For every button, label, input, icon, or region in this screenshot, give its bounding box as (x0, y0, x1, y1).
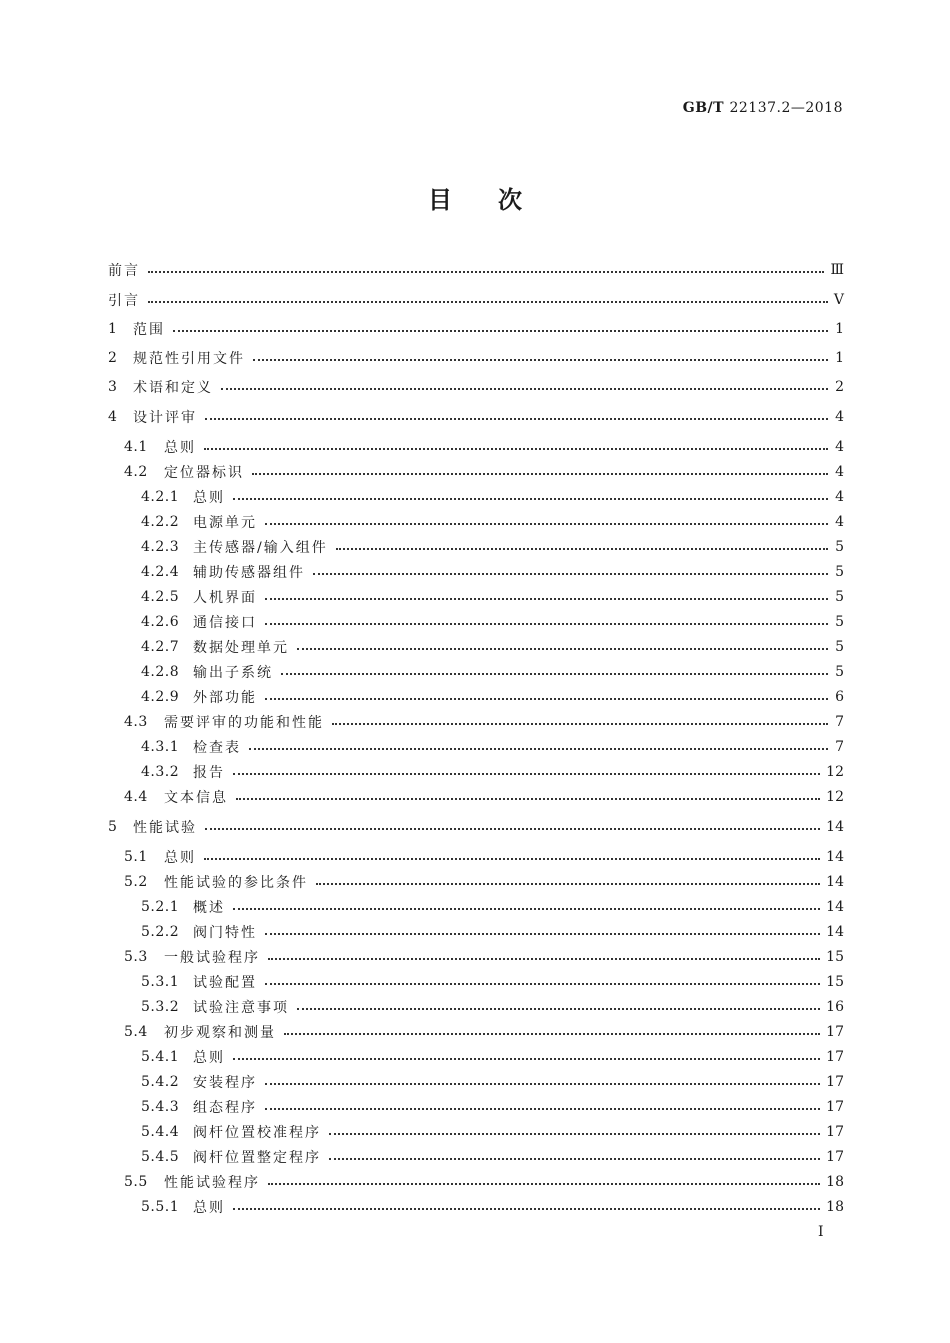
toc-entry[interactable] (108, 1095, 844, 1119)
toc-entry-number: 5.4.5 (141, 1149, 180, 1165)
toc-entry-label: 总则 (193, 490, 225, 506)
toc-entry-number: 4.2.8 (141, 664, 180, 680)
toc-entry[interactable] (108, 870, 844, 894)
dot-leader (265, 1083, 820, 1085)
toc-entry-number: 5.4.3 (141, 1099, 180, 1115)
dot-leader (233, 1208, 820, 1210)
toc-entry-number: 4.4 (124, 789, 148, 805)
toc-entry-number: 5.1 (124, 849, 148, 865)
toc-entry-page: 15 (826, 974, 844, 990)
toc-entry-label: 人机界面 (193, 590, 257, 606)
toc-entry-label: 性能试验程序 (164, 1175, 260, 1191)
toc-entry-page: 5 (835, 614, 844, 630)
dot-leader (265, 623, 828, 625)
toc-entry[interactable] (108, 288, 844, 312)
dot-leader (265, 698, 828, 700)
toc-entry-label: 试验配置 (193, 975, 257, 991)
title-char-2: 次 (498, 185, 522, 214)
toc-entry-number: 2 (108, 350, 118, 366)
toc-entry-page: 14 (826, 874, 844, 890)
toc-entry-label: 性能试验的参比条件 (164, 875, 308, 891)
toc-entry-label: 需要评审的功能和性能 (164, 715, 324, 731)
toc-entry-page: 12 (826, 764, 844, 780)
dot-leader (233, 773, 820, 775)
toc-entry-label: 术语和定义 (133, 380, 213, 396)
toc-entry-number: 4.2.3 (141, 539, 180, 555)
toc-entry[interactable] (108, 1195, 844, 1219)
toc-entry-label: 检查表 (193, 740, 241, 756)
toc-entry-label: 前言 (108, 263, 140, 279)
toc-entry-label: 规范性引用文件 (133, 351, 245, 367)
toc-entry-page: 15 (826, 949, 844, 965)
toc-entry-number: 4.1 (124, 439, 148, 455)
toc-entry-number: 4 (108, 409, 118, 425)
toc-entry-page: 14 (826, 849, 844, 865)
toc-entry-number: 5.2 (124, 874, 148, 890)
toc-entry-number: 5.4.4 (141, 1124, 180, 1140)
toc-entry-label: 一般试验程序 (164, 950, 260, 966)
toc-entry[interactable] (108, 510, 844, 534)
dot-leader (268, 958, 820, 960)
toc-entry-label: 阀杆位置校准程序 (193, 1125, 321, 1141)
standard-code (683, 100, 843, 116)
toc-entry[interactable] (108, 660, 844, 684)
toc-entry-page: 6 (835, 689, 844, 705)
toc-entry[interactable] (108, 258, 844, 282)
toc-entry-label: 总则 (193, 1050, 225, 1066)
dot-leader (252, 473, 828, 475)
toc-entry[interactable] (108, 895, 844, 919)
toc-entry[interactable] (108, 760, 844, 784)
toc-entry[interactable] (108, 1120, 844, 1144)
toc-entry-page: 4 (835, 514, 844, 530)
toc-entry-number: 5.4.1 (141, 1049, 180, 1065)
toc-entry-number: 1 (108, 321, 118, 337)
toc-entry[interactable] (108, 1145, 844, 1169)
toc-entry-page: 17 (826, 1024, 844, 1040)
toc-entry-number: 3 (108, 379, 118, 395)
toc-entry[interactable] (108, 610, 844, 634)
dot-leader (265, 1108, 820, 1110)
toc-entry-label: 报告 (193, 765, 225, 781)
toc-entry-page: 5 (835, 564, 844, 580)
dot-leader (284, 1033, 820, 1035)
toc-entry-number: 5.2.1 (141, 899, 180, 915)
toc-entry-page: 5 (835, 639, 844, 655)
toc-entry-number: 5.5 (124, 1174, 148, 1190)
toc-entry[interactable] (108, 995, 844, 1019)
toc-entry-page: 4 (835, 489, 844, 505)
toc-entry-number: 5.4 (124, 1024, 148, 1040)
toc-entry[interactable] (108, 375, 844, 399)
dot-leader (205, 418, 828, 420)
toc-entry[interactable] (108, 1170, 844, 1194)
toc-entry-number: 5.5.1 (141, 1199, 180, 1215)
toc-entry-page: 7 (835, 739, 844, 755)
toc-entry[interactable] (108, 735, 844, 759)
toc-entry-number: 5.4.2 (141, 1074, 180, 1090)
toc-entry[interactable] (108, 1045, 844, 1069)
toc-entry[interactable] (108, 1020, 844, 1044)
toc-entry-label: 输出子系统 (193, 665, 273, 681)
toc-entry-number: 4.3 (124, 714, 148, 730)
toc-entry[interactable] (108, 435, 844, 459)
toc-entry-label: 范围 (133, 322, 165, 338)
toc-entry[interactable] (108, 920, 844, 944)
toc-entry-page: 14 (826, 899, 844, 915)
toc-entry-label: 组态程序 (193, 1100, 257, 1116)
toc-entry-page: 14 (826, 924, 844, 940)
dot-leader (249, 748, 828, 750)
toc-entry-label: 安装程序 (193, 1075, 257, 1091)
toc-entry-number: 4.2.7 (141, 639, 180, 655)
toc-entry[interactable] (108, 635, 844, 659)
toc-entry[interactable] (108, 945, 844, 969)
dot-leader (297, 1008, 820, 1010)
toc-entry[interactable] (108, 460, 844, 484)
dot-leader (233, 908, 820, 910)
title-char-1: 目 (428, 185, 452, 214)
dot-leader (205, 828, 820, 830)
toc-entry-label: 外部功能 (193, 690, 257, 706)
dot-leader (316, 883, 820, 885)
toc-entry[interactable] (108, 685, 844, 709)
toc-entry-page: 12 (826, 789, 844, 805)
dot-leader (265, 598, 828, 600)
toc-entry-page: 4 (835, 464, 844, 480)
toc-entry-page: 1 (835, 321, 844, 337)
toc-entry-label: 初步观察和测量 (164, 1025, 276, 1041)
dot-leader (265, 983, 820, 985)
toc-entry-page: 2 (835, 379, 844, 395)
toc-entry-label: 性能试验 (133, 820, 197, 836)
toc-entry-page: 18 (826, 1174, 844, 1190)
dot-leader (236, 798, 820, 800)
dot-leader (233, 1058, 820, 1060)
toc-entry[interactable] (108, 485, 844, 509)
toc-entry-page: 5 (835, 664, 844, 680)
toc-entry[interactable] (108, 317, 844, 341)
toc-entry-label: 设计评审 (133, 410, 197, 426)
toc-entry-label: 总则 (164, 440, 196, 456)
toc-entry[interactable] (108, 585, 844, 609)
toc-entry-label: 概述 (193, 900, 225, 916)
toc-entry-label: 总则 (193, 1200, 225, 1216)
toc-entry-number: 4.2.5 (141, 589, 180, 605)
toc-entry-label: 主传感器/输入组件 (193, 540, 328, 556)
toc-entry-number: 4.2.1 (141, 489, 180, 505)
dot-leader (253, 359, 828, 361)
toc-entry[interactable] (108, 535, 844, 559)
toc-entry-number: 4.2.2 (141, 514, 180, 530)
toc-entry[interactable] (108, 970, 844, 994)
toc-entry-number: 4.3.1 (141, 739, 180, 755)
toc-entry-number: 5 (108, 819, 118, 835)
toc-entry[interactable] (108, 1070, 844, 1094)
toc-entry[interactable] (108, 346, 844, 370)
dot-leader (148, 271, 824, 273)
dot-leader (329, 1133, 820, 1135)
standard-prefix: GB/T (682, 100, 725, 116)
dot-leader (329, 1158, 820, 1160)
standard-number: 22137.2—2018 (729, 100, 843, 116)
dot-leader (336, 548, 828, 550)
dot-leader (204, 858, 820, 860)
toc-entry-page: 16 (826, 999, 844, 1015)
dot-leader (221, 388, 828, 390)
toc-entry[interactable] (108, 710, 844, 734)
dot-leader (265, 933, 820, 935)
page-number: Ⅰ (818, 1224, 824, 1240)
toc-entry-number: 5.3.2 (141, 999, 180, 1015)
toc-entry-page: Ⅲ (830, 262, 844, 278)
toc-entry[interactable] (108, 560, 844, 584)
toc-entry-page: 4 (835, 409, 844, 425)
toc-entry-page: 17 (826, 1074, 844, 1090)
toc-entry-page: 17 (826, 1099, 844, 1115)
dot-leader (281, 673, 828, 675)
toc-entry-page: Ⅴ (833, 292, 844, 308)
toc-entry-label: 数据处理单元 (193, 640, 289, 656)
toc-entry-number: 4.2.4 (141, 564, 180, 580)
toc-entry-page: 17 (826, 1124, 844, 1140)
toc-entry-page: 1 (835, 350, 844, 366)
toc-entry-label: 定位器标识 (164, 465, 244, 481)
dot-leader (268, 1183, 820, 1185)
dot-leader (204, 448, 828, 450)
toc-entry-number: 4.2 (124, 464, 148, 480)
dot-leader (297, 648, 828, 650)
toc-entry-number: 4.3.2 (141, 764, 180, 780)
toc-entry-number: 4.2.6 (141, 614, 180, 630)
toc-entry-page: 17 (826, 1049, 844, 1065)
toc-entry-number: 5.2.2 (141, 924, 180, 940)
toc-entry-number: 5.3 (124, 949, 148, 965)
toc-entry-page: 18 (826, 1199, 844, 1215)
dot-leader (313, 573, 828, 575)
toc-entry-page: 14 (826, 819, 844, 835)
toc-entry-page: 17 (826, 1149, 844, 1165)
toc-entry[interactable] (108, 785, 844, 809)
toc-entry-label: 总则 (164, 850, 196, 866)
dot-leader (148, 301, 828, 303)
dot-leader (173, 330, 828, 332)
toc-entry-number: 4.2.9 (141, 689, 180, 705)
toc-entry-number: 5.3.1 (141, 974, 180, 990)
toc-entry-label: 引言 (108, 293, 140, 309)
toc-entry-label: 阀门特性 (193, 925, 257, 941)
toc-entry-page: 5 (835, 539, 844, 555)
toc-entry-page: 4 (835, 439, 844, 455)
toc-entry-page: 7 (835, 714, 844, 730)
toc-entry-page: 5 (835, 589, 844, 605)
toc-entry-label: 阀杆位置整定程序 (193, 1150, 321, 1166)
toc-entry-label: 通信接口 (193, 615, 257, 631)
dot-leader (233, 498, 828, 500)
dot-leader (265, 523, 828, 525)
toc-entry-label: 辅助传感器组件 (193, 565, 305, 581)
toc-entry-label: 文本信息 (164, 790, 228, 806)
toc-entry[interactable] (108, 405, 844, 429)
toc-entry[interactable] (108, 815, 844, 839)
toc-entry-label: 电源单元 (193, 515, 257, 531)
toc-entry[interactable] (108, 845, 844, 869)
dot-leader (332, 723, 828, 725)
toc-entry-label: 试验注意事项 (193, 1000, 289, 1016)
page-title (0, 180, 950, 215)
